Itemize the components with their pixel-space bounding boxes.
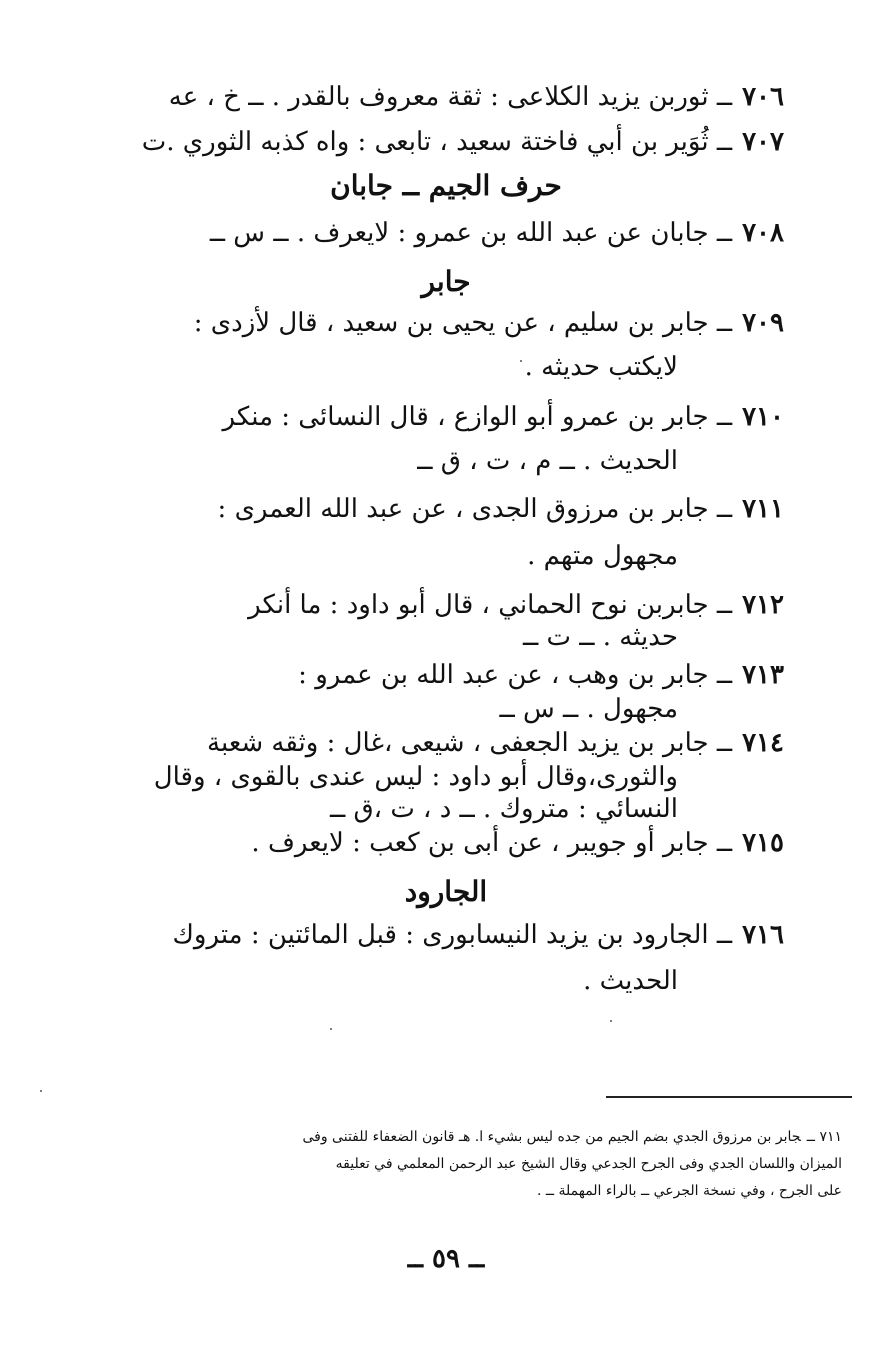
entry-707 [142, 125, 784, 159]
section-heading-jim: حرف الجيم ــ جابان [330, 169, 562, 202]
entry-dash: ــ [708, 308, 733, 338]
entry-709 [194, 306, 784, 340]
entry-710-continuation: الحديث . ــ م ، ت ، ق ــ [417, 446, 678, 476]
entry-dash: ــ [708, 828, 733, 858]
entry-text-line1: جابر بن مرزوق الجدى ، عن عبد الله العمرى : [217, 494, 709, 524]
entry-text: ثوربن يزيد الكلاعى : ثقة معروف بالقدر . ــ خ ، عه [168, 82, 709, 112]
entry-dash: ــ [708, 920, 733, 950]
entry-number: ٧١١ [742, 494, 784, 524]
entry-dash: ــ [708, 728, 733, 758]
entry-text-line1: جابر بن عمرو أبو الوازع ، قال النسائى : منكر [222, 402, 709, 432]
entry-716 [173, 918, 785, 952]
entry-number: ٧١٢ [742, 590, 784, 620]
footnote-line-2: الميزان واللسان الجدي وفى الجرح الجدعي وقال الشيخ عبد الرحمن المعلمي في تعليقه [335, 1156, 842, 1172]
footnote-line-3: على الجرح ، وفي نسخة الجرعي ــ بالراء المهملة ــ . [536, 1183, 842, 1199]
entry-dash: ــ [708, 402, 733, 432]
entry-text: جابان عن عبد الله بن عمرو : لايعرف . ــ س ــ [209, 218, 709, 248]
entry-number: ٧٠٩ [742, 308, 784, 338]
entry-712 [248, 588, 784, 622]
entry-713-continuation: مجهول . ــ س ــ [499, 694, 678, 724]
entry-712-continuation: حديثه . ــ ت ــ [522, 622, 678, 652]
page-number: ــ ٥٩ ــ [407, 1244, 485, 1274]
entry-714-continuation-1: والثورى،وقال أبو داود : ليس عندى بالقوى ، وقال [153, 762, 678, 792]
entry-711 [218, 492, 784, 526]
footnote [242, 1124, 842, 1205]
entry-713 [298, 658, 784, 692]
scan-speck [330, 1028, 332, 1030]
entry-number: ٧١٦ [742, 920, 784, 950]
scan-speck [520, 360, 522, 362]
scan-speck [40, 1090, 42, 1092]
section-heading-jarud: الجارود [404, 875, 488, 908]
entry-711-continuation: مجهول متهم . [527, 541, 678, 571]
scan-speck [610, 1020, 612, 1022]
section-heading-jabir: جابر [421, 265, 471, 298]
entry-text: ثُوَير بن أبي فاختة سعيد ، تابعى : واه كذبه الثوري .ت [141, 127, 709, 157]
footnote-line-1 [242, 1124, 842, 1151]
entry-709-continuation: لايكتب حديثه . [524, 352, 678, 382]
entry-dash: ــ [708, 590, 733, 620]
footnote-separator [606, 1096, 852, 1098]
entry-715 [251, 826, 784, 860]
entry-text: جابر أو جويبر ، عن أبى بن كعب : لايعرف . [251, 828, 709, 858]
entry-text-line1: جابربن نوح الحماني ، قال أبو داود : ما أنكر [248, 590, 709, 620]
entry-text-line1: الجارود بن يزيد النيسابورى : قبل المائتين : متروك [172, 920, 709, 950]
entry-dash: ــ [708, 660, 733, 690]
entry-number: ٧١٣ [742, 660, 784, 690]
entry-dash: ــ [708, 218, 733, 248]
entry-text-line1: جابر بن يزيد الجعفى ، شيعى ،غال : وثقه شعبة [207, 728, 709, 758]
entry-710 [223, 400, 784, 434]
entry-dash: ــ [708, 494, 733, 524]
entry-716-continuation: الحديث . [583, 966, 678, 996]
entry-text-line1: جابر بن وهب ، عن عبد الله بن عمرو : [298, 660, 709, 690]
footnote-number: ٧١١ ــ [806, 1129, 842, 1145]
entry-dash: ــ [708, 127, 733, 157]
entry-706 [169, 80, 784, 114]
entry-714 [207, 726, 784, 760]
entry-number: ٧١٤ [742, 728, 784, 758]
entry-708 [210, 216, 784, 250]
entry-number: ٧٠٧ [742, 127, 784, 157]
entry-714-continuation-2: النسائي : متروك . ــ د ، ت ،ق ــ [329, 794, 678, 824]
entry-number: ٧٠٨ [742, 218, 784, 248]
entry-number: ٧١٥ [742, 828, 784, 858]
entry-number: ٧٠٦ [742, 82, 784, 112]
entry-dash: ــ [708, 82, 733, 112]
entry-text-line1: جابر بن سليم ، عن يحيى بن سعيد ، قال لأزدى : [193, 308, 709, 338]
footnote-text-1: جابر بن مرزوق الجدي بضم الجيم من جده ليس بشيء ا. هـ قانون الضعفاء للفتنى وفى [302, 1129, 801, 1145]
entry-number: ٧١٠ [742, 402, 784, 432]
